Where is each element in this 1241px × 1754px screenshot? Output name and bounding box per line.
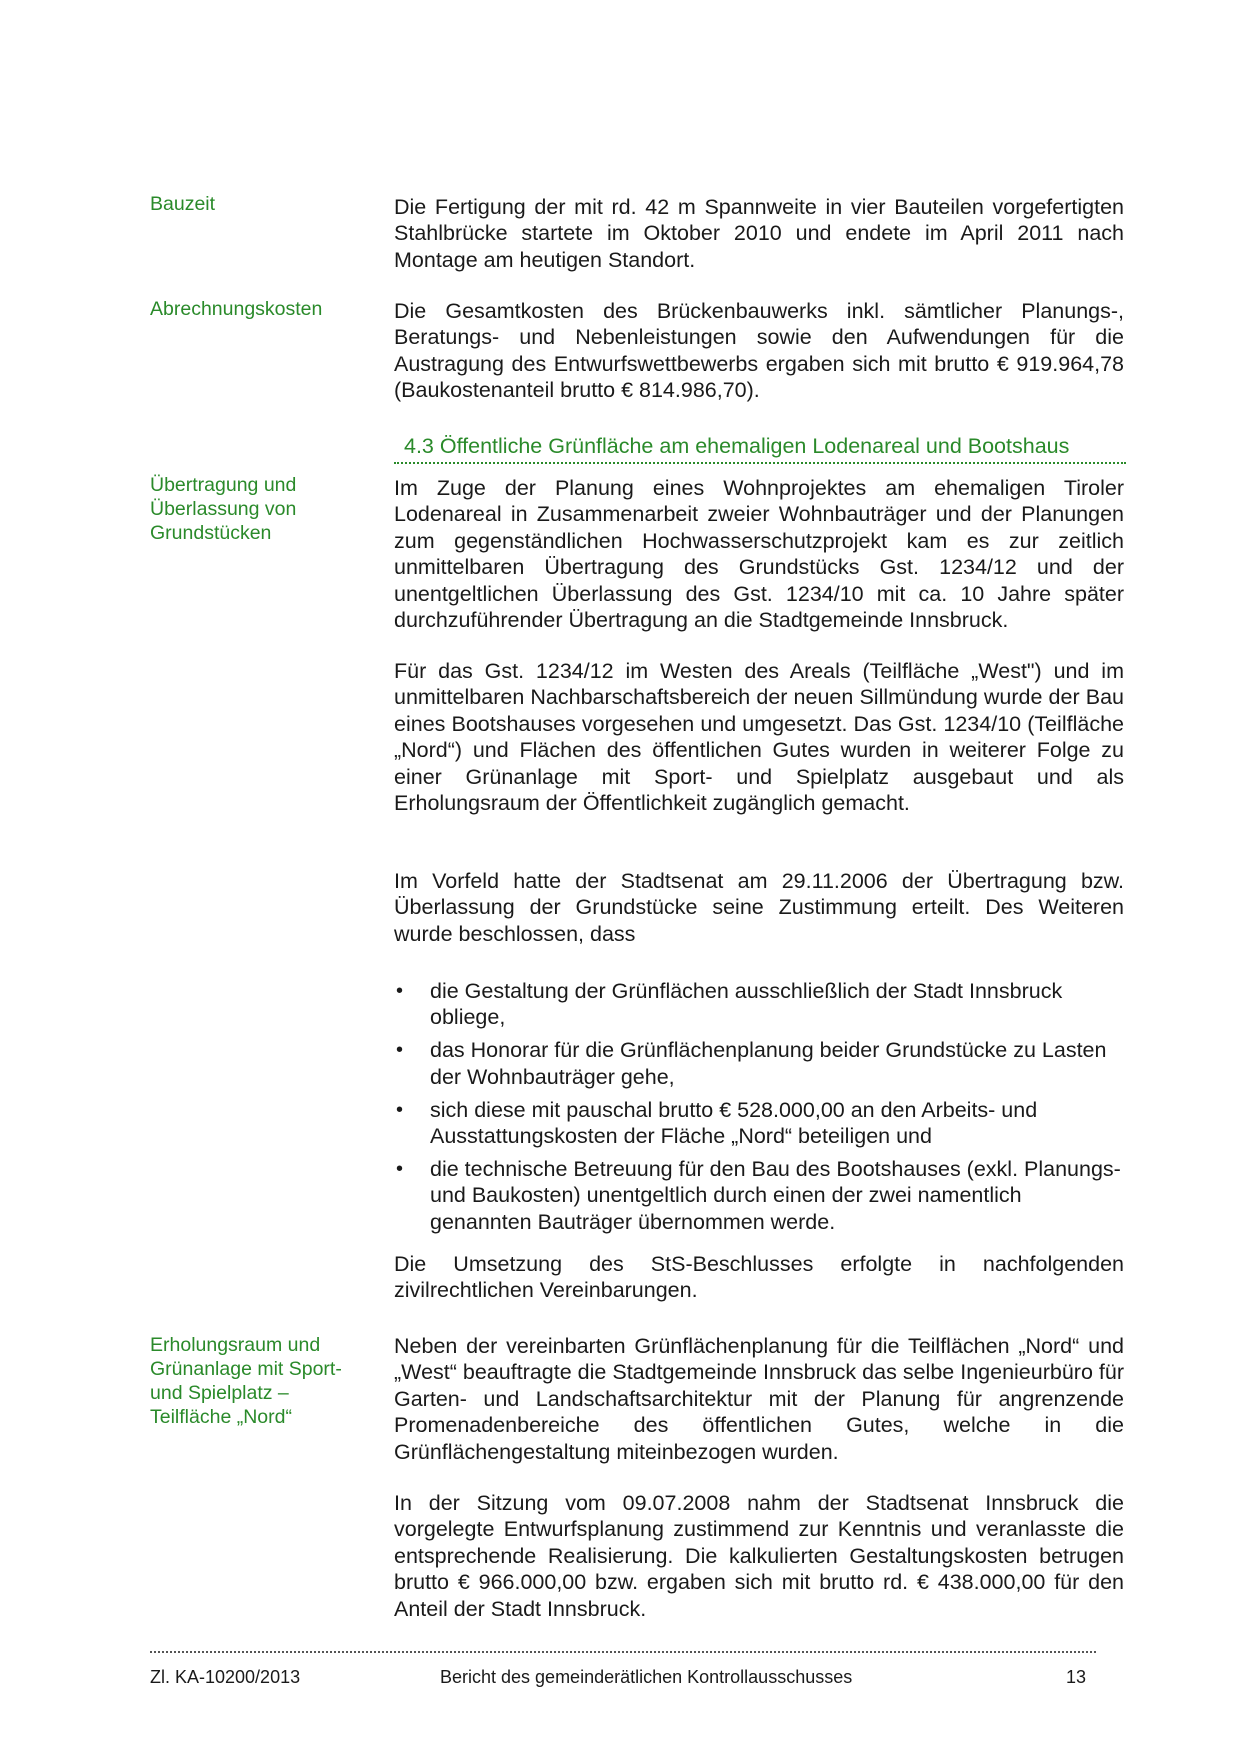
margin-note-abrechnungskosten: Abrechnungskosten xyxy=(150,298,323,320)
section-heading: 4.3 Öffentliche Grünfläche am ehemaligen Lodenareal und Bootshaus xyxy=(394,432,1126,464)
bullet-icon: • xyxy=(396,1157,404,1180)
page-number: 13 xyxy=(1066,1667,1087,1687)
margin-note-erholungsraum xyxy=(150,1333,365,1429)
list-item xyxy=(394,1156,1124,1235)
footer-title: Bericht des gemeinderätlichen Kontrollausschusses xyxy=(440,1667,853,1687)
paragraph-gst: Für das Gst. 1234/12 im Westen des Areals (Teilfläche „West") und im unmittelbaren Nachbarschaftsbereich der neuen Sillmündung wurde der Bau eines Bootshauses vorgesehen und umgesetzt. Das Gst. 1234/10 (Teilfläche „Nord“) und Flächen des öffentlichen Gutes wurden in weiterer Folge zu einer Grünanlage mit Sport- und Spielplatz ausgebaut und als Erholungsraum der Öffentlichkeit zugänglich gemacht. xyxy=(394,659,1124,816)
margin-note-line: Überlassung von xyxy=(150,498,297,520)
margin-note-uebertragung xyxy=(150,473,365,545)
margin-note-line: und Spielplatz – xyxy=(150,1382,289,1404)
list-item xyxy=(394,1097,1124,1150)
paragraph-abrechnung: Die Gesamtkosten des Brückenbauwerks inkl. sämtlicher Planungs-, Beratungs- und Nebenleistungen sowie den Aufwendungen für die Austragung des Entwurfswettbewerbs ergaben sich mit brutto € 919.964,78 (Baukostenanteil brutto € 814.986,70). xyxy=(394,299,1124,403)
list-item-text: sich diese mit pauschal brutto € 528.000,00 an den Arbeits- und Ausstattungskosten der Fläche „Nord“ beteiligen und xyxy=(430,1097,1038,1149)
list-item-text: die technische Betreuung für den Bau des Bootshauses (exkl. Planungs- und Baukosten) unentgeltlich durch einen der zwei namentlich genannten Bauträger übernommen werde. xyxy=(430,1156,1121,1234)
list-item xyxy=(394,978,1124,1031)
bullet-icon: • xyxy=(396,980,404,1002)
paragraph-uebertragung: Im Zuge der Planung eines Wohnprojektes am ehemaligen Tiroler Lodenareal in Zusammenarbeit zweier Wohnbauträger und der Planungen zum gegenständlichen Hochwasserschutzprojekt kam es zur zeitlich unmittelbaren Übertragung des Grundstücks Gst. 1234/12 und der unentgeltlichen Überlassung des Gst. 1234/10 mit ca. 10 Jahre später durchzuführender Übertragung an die Stadtgemeinde Innsbruck. xyxy=(394,476,1124,633)
paragraph-sitzung: In der Sitzung vom 09.07.2008 nahm der Stadtsenat Innsbruck die vorgelegte Entwurfsplanung zustimmend zur Kenntnis und veranlasste die entsprechende Realisierung. Die kalkulierten Gestaltungskosten betrugen brutto € 966.000,00 bzw. ergaben sich mit brutto rd. € 438.000,00 für den Anteil der Stadt Innsbruck. xyxy=(394,1491,1124,1621)
margin-note-line: Übertragung und xyxy=(150,474,297,496)
list-item xyxy=(394,1037,1124,1090)
paragraph-vorfeld: Im Vorfeld hatte der Stadtsenat am 29.11.2006 der Übertragung bzw. Überlassung der Grundstücke seine Zustimmung erteilt. Des Weiteren wurde beschlossen, dass xyxy=(394,869,1124,946)
list-item-text: das Honorar für die Grünflächenplanung beider Grundstücke zu Lasten der Wohnbauträger gehe, xyxy=(430,1038,1107,1089)
paragraph-umsetzung: Die Umsetzung des StS-Beschlusses erfolgte in nachfolgenden zivilrechtlichen Vereinbarungen. xyxy=(394,1252,1124,1303)
footer-divider xyxy=(150,1651,1096,1653)
bullet-icon: • xyxy=(396,1039,404,1062)
margin-note-line: Erholungsraum und xyxy=(150,1334,321,1356)
list-item-text: die Gestaltung der Grünflächen ausschließlich der Stadt Innsbruck obliege, xyxy=(430,979,1063,1030)
margin-note-line: Grünanlage mit Sport- xyxy=(150,1358,342,1380)
footer-reference: Zl. KA-10200/2013 xyxy=(150,1667,301,1687)
bullet-list xyxy=(394,978,1124,1242)
margin-note-bauzeit: Bauzeit xyxy=(150,193,216,215)
paragraph-erholung: Neben der vereinbarten Grünflächenplanung für die Teilflächen „Nord“ und „West“ beauftragte die Stadtgemeinde Innsbruck das selbe Ingenieurbüro für Garten- und Landschaftsarchitektur mit der Planung für angrenzende Promenadenbereiche des öffentlichen Gutes, welche in die Grünflächengestaltung miteinbezogen wurden. xyxy=(394,1334,1124,1464)
paragraph-bauzeit: Die Fertigung der mit rd. 42 m Spannweite in vier Bauteilen vorgefertigten Stahlbrücke startete im Oktober 2010 und endete im April 2011 nach Montage am heutigen Standort. xyxy=(394,195,1124,272)
margin-note-line: Teilfläche „Nord“ xyxy=(150,1406,292,1428)
margin-note-line: Grundstücken xyxy=(150,522,272,544)
bullet-icon: • xyxy=(396,1098,404,1121)
